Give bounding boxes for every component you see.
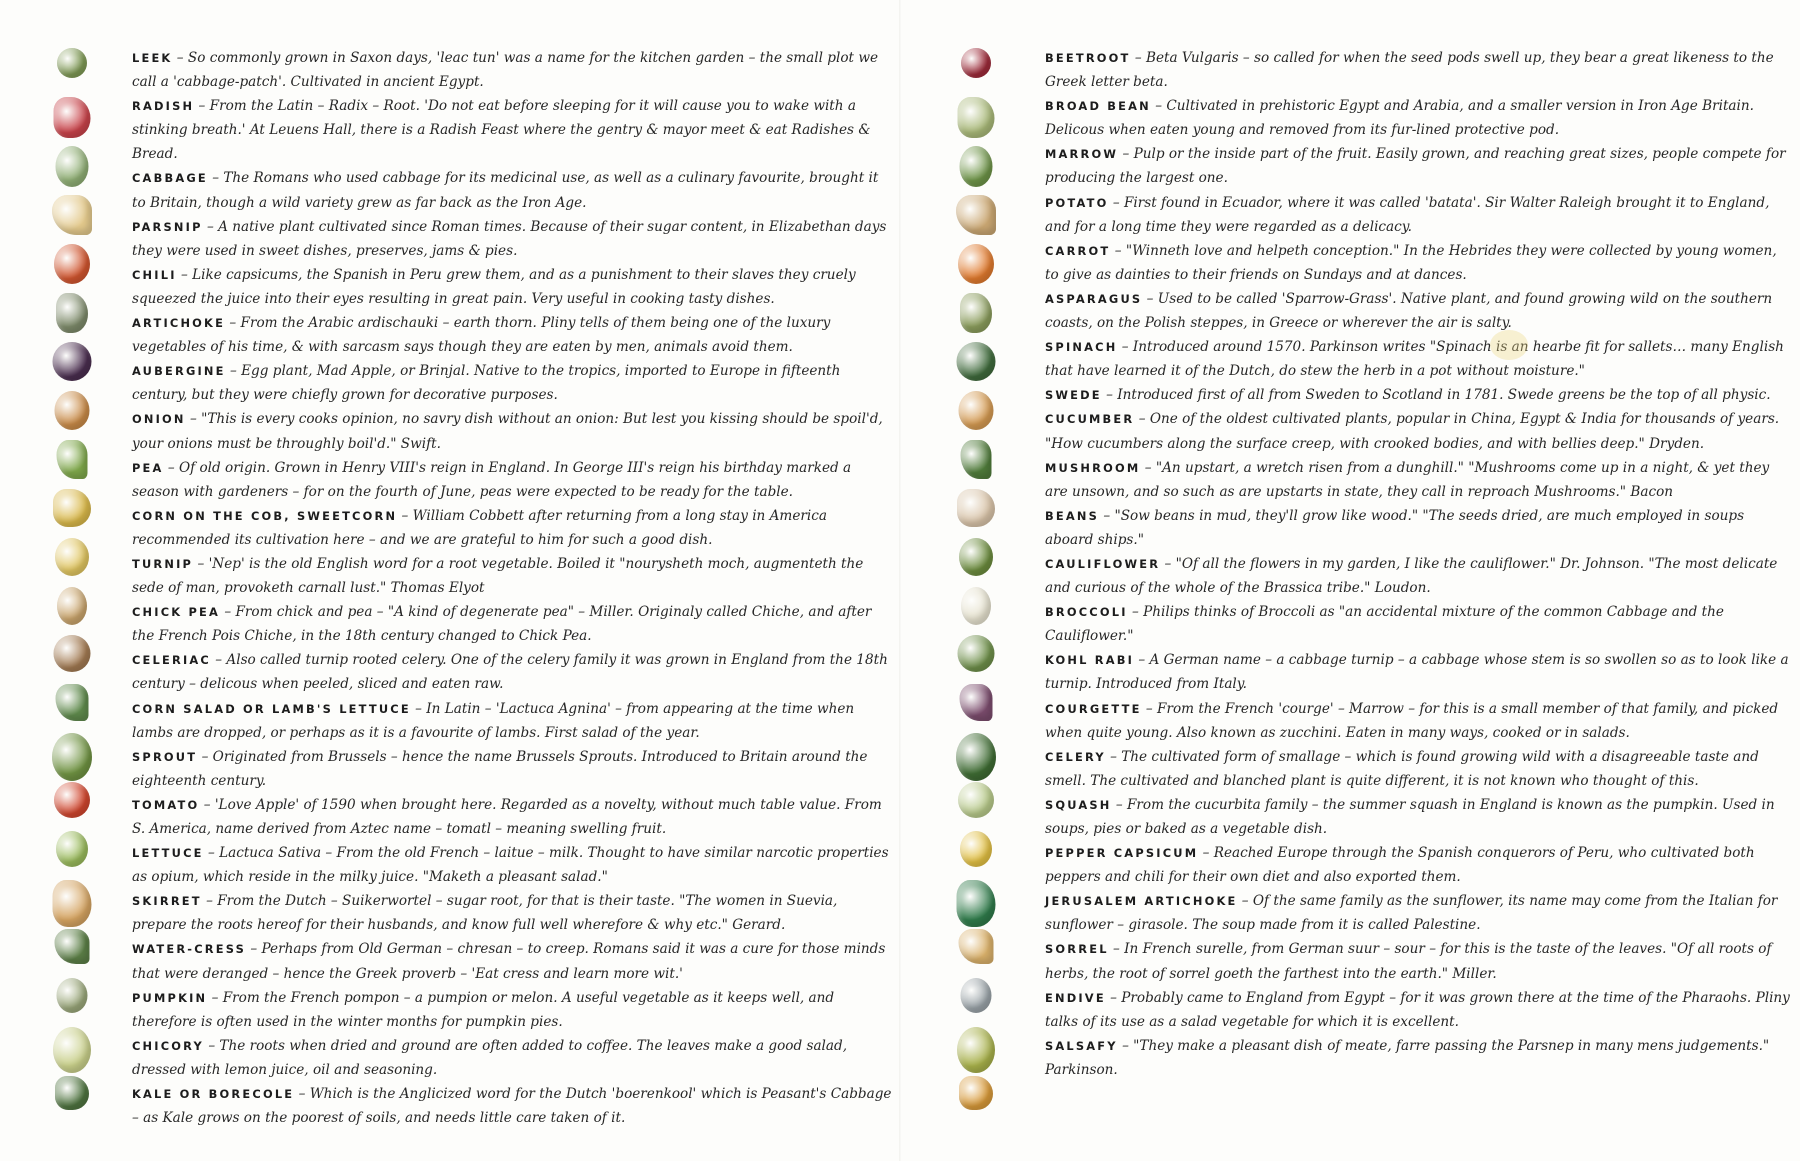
pea-icon: [57, 440, 88, 479]
vegetable-description: – From chick and pea – "A kind of degenerate pea" – Miller. Originaly called Chiche, and after the French Pois Chiche, in the 18th century changed to Chick Pea.: [132, 604, 872, 645]
vegetable-name: SQUASH: [1045, 797, 1112, 812]
vegetable-name: SKIRRET: [132, 894, 202, 909]
vegetable-description: – Used to be called 'Sparrow-Grass'. Native plant, and found growing wild on the southern coasts, on the Polish steppes, in Greece or wherever the air is salty.: [1045, 290, 1773, 332]
vegetable-description: – Beta Vulgaris – so called for when the seed pods swell up, they bear a great likeness to the Greek letter beta.: [1045, 50, 1774, 91]
marrow-icon: [960, 146, 993, 187]
vegetable-name: MARROW: [1045, 147, 1119, 162]
parsnip-icon: [52, 195, 92, 235]
chick-pea-icon: [57, 587, 87, 625]
kohl-rabi-icon: [960, 684, 993, 721]
vegetable-entry: [1045, 239, 1792, 287]
vegetable-name: RADISH: [132, 99, 195, 114]
vegetable-name: MUSHROOM: [1045, 460, 1141, 475]
right-illustration-column: [946, 44, 1006, 1121]
vegetable-name: CHICK PEA: [132, 605, 221, 620]
vegetable-name: ENDIVE: [1045, 990, 1106, 1005]
mushroom-icon: [957, 489, 995, 527]
vegetable-description: – Probably came to England from Egypt – for it was grown there at the time of the Pharaohs. Pliny talks of its use as a salad vegetable for which it is excellent.: [1045, 989, 1790, 1030]
vegetable-entry: [1045, 648, 1792, 696]
vegetable-description: – William Cobbett after returning from a long stay in America recommended its cultivation here – and we are grateful to him for such a good dish.: [132, 507, 827, 548]
vegetable-entry: [132, 46, 892, 94]
vegetable-entry: [1045, 1034, 1792, 1082]
vegetable-description: – From the Arabic ardischauki – earth thorn. Pliny tells of them being one of the luxury vegetables of his time, & with sarcasm says though they are eaten by men, animals avoid them.: [132, 315, 831, 356]
vegetable-name: LEEK: [132, 51, 173, 65]
vegetable-name: PEA: [132, 460, 164, 475]
vegetable-name: CELERIAC: [132, 653, 211, 668]
vegetable-name: KALE OR BORECOLE: [132, 1087, 295, 1102]
water-cress-icon: [55, 929, 90, 964]
vegetable-description: – From the cucurbita family – the summer squash in England is known as the pumpkin. Used in soups, pies or baked as a vegetable dish.: [1045, 796, 1775, 837]
vegetable-name: SPINACH: [1045, 340, 1118, 355]
spinach-icon: [957, 342, 996, 381]
vegetable-entry: [132, 359, 892, 407]
vegetable-description: – Originated from Brussels – hence the name Brussels Sprouts. Introduced to Britain around the eighteenth century.: [132, 748, 868, 789]
swede-icon: [959, 391, 994, 430]
vegetable-entry: [132, 1034, 892, 1082]
vegetable-description: – A German name – a cabbage turnip – a cabbage whose stem is so swollen so as to look like a turnip. Introduced from Italy.: [1045, 652, 1789, 693]
vegetable-description: – Of the same family as the sunflower, its name may come from the Italian for sunflower – girasole. The soup made from it is called Palestine.: [1045, 893, 1778, 934]
vegetable-description: – Lactuca Sativa – From the old French – laitue – milk. Thought to have similar narcotic properties as opium, which reside in the milky juice. "Maketh a pleasant salad.": [132, 845, 889, 886]
beans-icon: [959, 538, 993, 576]
sprout-icon: [52, 733, 92, 781]
vegetable-description: – Philips thinks of Broccoli as "an accidental mixture of the common Cabbage and the Cauliflower.": [1045, 604, 1724, 645]
vegetable-name: AUBERGINE: [132, 364, 226, 379]
vegetable-description: – Cultivated in prehistoric Egypt and Arabia, and a smaller version in Iron Age Britain. Delicous when eaten young and removed from its fur-lined protective pod.: [1045, 98, 1754, 139]
vegetable-description: – 'Nep' is the old English word for a root vegetable. Boiled it "nourysheth moch, augmenteth the sede of man, provoketh carnall lust." Thomas Elyot: [132, 555, 864, 597]
vegetable-entry: [132, 504, 892, 552]
vegetable-entry: [1045, 407, 1792, 455]
vegetable-name: PARSNIP: [132, 219, 203, 234]
vegetable-description: – In Latin – 'Lactuca Agnina' – from appearing at the time when lambs are dropped, or perhaps as it is a favourite of lambs. First salad of the year.: [132, 700, 855, 741]
vegetable-description: – Of old origin. Grown in Henry VIII's reign in England. In George III's reign his birthday marked a season with gardeners – for on the fourth of June, peas were expected to be ready for the table.: [132, 459, 852, 500]
vegetable-entry: [1045, 287, 1792, 335]
vegetable-description: – Also called turnip rooted celery. One of the celery family it was grown in England from the 18th century – delicous when peeled, sliced and eaten raw.: [132, 652, 888, 693]
vegetable-description: – So commonly grown in Saxon days, 'leac tun' was a name for the kitchen garden – the small plot we call a 'cabbage-patch'. Cultivated in ancient Egypt.: [132, 50, 878, 91]
vegetable-description: – A native plant cultivated since Roman times. Because of their sugar content, in Elizabethan days they were used in sweet dishes, preserves, jams & pies.: [132, 218, 887, 259]
corn-salad-icon: [56, 684, 89, 721]
vegetable-entry: [132, 986, 892, 1034]
vegetable-description: – Egg plant, Mad Apple, or Brinjal. Native to the tropics, imported to Europe in fifteenth century, but they were chiefly grown for decorative purposes.: [132, 363, 841, 404]
vegetable-entry: [1045, 142, 1792, 190]
vegetable-name: JERUSALEM ARTICHOKE: [1045, 894, 1238, 909]
celeriac-icon: [54, 635, 91, 672]
vegetable-name: POTATO: [1045, 195, 1109, 210]
sorrel-icon: [961, 978, 992, 1013]
vegetable-entry: [132, 745, 892, 793]
vegetable-description: – The Romans who used cabbage for its medicinal use, as well as a culinary favourite, brought it to Britain, though a wild variety grew as far back as the Iron Age.: [132, 170, 879, 211]
vegetable-entry: [1045, 191, 1792, 239]
pepper-icon: [957, 880, 996, 927]
vegetable-description: – "Of all the flowers in my garden, I like the cauliflower." Dr. Johnson. "The most delicate and curious of the whole of the Brassica tribe." Loudon.: [1045, 555, 1778, 597]
broad-bean-icon: [958, 97, 995, 138]
paper-stain: [1490, 330, 1528, 360]
vegetable-entry: [132, 407, 892, 455]
right-page: [900, 0, 1800, 1161]
vegetable-entry: [132, 697, 892, 745]
vegetable-name: CORN ON THE COB, SWEETCORN: [132, 508, 398, 523]
vegetable-name: SWEDE: [1045, 388, 1102, 403]
vegetable-name: ONION: [132, 412, 186, 427]
vegetable-entry: [132, 648, 892, 696]
vegetable-name: CELERY: [1045, 749, 1106, 764]
vegetable-entry: [132, 166, 892, 214]
vegetable-name: CABBAGE: [132, 171, 208, 186]
vegetable-description: – 'Love Apple' of 1590 when brought here. Regarded as a novelty, without much table value. From S. America, name derived from Aztec name – tomatl – meaning swelling fruit.: [132, 796, 882, 837]
vegetable-entry: [1045, 552, 1792, 600]
vegetable-entry: [132, 215, 892, 263]
aubergine-icon: [53, 342, 92, 381]
vegetable-entry: [132, 793, 892, 841]
vegetable-entry: [132, 889, 892, 937]
vegetable-description: – Pulp or the inside part of the fruit. Easily grown, and reaching great sizes, people compete for producing the largest one.: [1045, 146, 1786, 187]
vegetable-entry: [1045, 383, 1792, 407]
vegetable-entry: [132, 552, 892, 600]
courgette-icon: [956, 733, 996, 781]
vegetable-name: TOMATO: [132, 797, 200, 812]
radish-icon: [54, 97, 91, 138]
cauliflower-icon: [961, 587, 991, 625]
vegetable-description: – Reached Europe through the Spanish conquerors of Peru, who cultivated both peppers and chili for their own diet and also exported them.: [1045, 845, 1755, 886]
vegetable-entry: [1045, 600, 1792, 648]
vegetable-name: PEPPER CAPSICUM: [1045, 846, 1199, 861]
vegetable-entry: [1045, 986, 1792, 1034]
onion-icon: [55, 391, 90, 430]
vegetable-entry: [1045, 46, 1792, 94]
vegetable-description: – From the Latin – Radix – Root. 'Do not eat before sleeping for it will cause you to wake with a stinking breath.' At Leuens Hall, there is a Radish Feast where the gentry & mayor meet & eat Radishes & Bread.: [132, 98, 871, 163]
vegetable-description: – Introduced around 1570. Parkinson writes "Spinach is an hearbe fit for sallets… many English that have learned it of the Dutch, do stew the herb in a pot without moisture.": [1045, 339, 1784, 380]
vegetable-name: SORREL: [1045, 942, 1109, 957]
cabbage-icon: [56, 146, 89, 187]
vegetable-entry: [1045, 745, 1792, 793]
vegetable-entry: [132, 456, 892, 504]
vegetable-description: – "They make a pleasant dish of meate, farre passing the Parsnep in many mens judgements." Parkinson.: [1045, 1037, 1770, 1078]
vegetable-description: – First found in Ecuador, where it was called 'batata'. Sir Walter Raleigh brought it to England, and for a long time they were regarded as a delicacy.: [1045, 194, 1770, 235]
vegetable-name: BROCCOLI: [1045, 605, 1128, 620]
jerusalem-artichoke-icon: [959, 929, 994, 964]
artichoke-icon: [56, 293, 88, 333]
vegetable-name: TURNIP: [132, 556, 194, 571]
vegetable-description: – From the French pompon – a pumpion or melon. A useful vegetable as it keeps well, and therefore is often used in the winter months for pumpkin pies.: [132, 989, 835, 1030]
tomato-icon: [54, 782, 90, 818]
vegetable-entry: [132, 94, 892, 166]
vegetable-description: – In French surelle, from German suur – sour – for this is the taste of the leaves. "Of all roots of herbs, the root of sorrel goeth the farthest into the earth." Miller.: [1045, 941, 1772, 982]
vegetable-description: – Which is the Anglicized word for the Dutch 'boerenkool' which is Peasant's Cabbage – as Kale grows on the poorest of soils, and needs little care taken of it.: [132, 1086, 892, 1127]
vegetable-description: – Like capsicums, the Spanish in Peru grew them, and as a punishment to their slaves they cruely squeezed the juice into their eyes resulting in great pain. Very useful in cooking tasty dishes.: [132, 266, 856, 307]
squash-icon: [960, 831, 992, 867]
broccoli-icon: [958, 635, 995, 672]
left-illustration-column: [42, 44, 102, 1121]
vegetable-entry: [132, 1082, 892, 1130]
vegetable-name: BEANS: [1045, 508, 1100, 523]
vegetable-description: – "This is every cooks opinion, no savry dish without an onion: But lest you kissing should be spoil'd, your onions must be throughly boil'd." Swift.: [132, 411, 883, 452]
vegetable-entry: [132, 937, 892, 985]
chicory-icon: [53, 1027, 91, 1073]
vegetable-name: CARROT: [1045, 243, 1111, 258]
vegetable-entry: [132, 841, 892, 889]
vegetable-name: LETTUCE: [132, 846, 204, 861]
vegetable-description: – "Winneth love and helpeth conception." In the Hebrides they were collected by young women, to give as dainties to their friends on Sundays and at dances.: [1045, 242, 1777, 283]
vegetable-name: KOHL RABI: [1045, 653, 1135, 668]
potato-icon: [956, 195, 996, 235]
vegetable-name: ASPARAGUS: [1045, 291, 1143, 306]
vegetable-name: CAULIFLOWER: [1045, 556, 1161, 571]
vegetable-entry: [132, 263, 892, 311]
beetroot-icon: [961, 48, 991, 78]
endive-icon: [957, 1027, 995, 1073]
vegetable-entry: [1045, 335, 1792, 383]
vegetable-name: BEETROOT: [1045, 51, 1131, 65]
celery-icon: [958, 782, 994, 818]
vegetable-entry: [132, 311, 892, 359]
vegetable-entry: [1045, 793, 1792, 841]
vegetable-entry: [1045, 841, 1792, 889]
left-entry-list: [132, 46, 892, 1130]
vegetable-entry: [1045, 504, 1792, 552]
corn-icon: [53, 489, 91, 527]
chili-icon: [54, 244, 90, 284]
vegetable-entry: [1045, 456, 1792, 504]
vegetable-description: – The roots when dried and ground are often added to coffee. The leaves make a good salad, dressed with lemon juice, oil and seasoning.: [132, 1037, 848, 1078]
vegetable-description: – One of the oldest cultivated plants, popular in China, Egypt & India for thousands of years. "How cucumbers along the surface creep, with crooked bodies, and with bellies deep." Dryden.: [1045, 411, 1780, 452]
right-entry-list: [1045, 46, 1792, 1082]
vegetable-name: PUMPKIN: [132, 990, 208, 1005]
cucumber-icon: [961, 440, 992, 479]
kale-icon: [55, 1076, 89, 1110]
vegetable-entry: [1045, 697, 1792, 745]
vegetable-description: – The cultivated form of smallage – which is found growing wild with a disagreeable taste and smell. The cultivated and blanched plant is quite different, it is not known who thought of this.: [1045, 748, 1759, 789]
pumpkin-icon: [57, 978, 88, 1013]
vegetable-description: – "Sow beans in mud, they'll grow like wood." "The seeds dried, are much employed in soups aboard ships.": [1045, 507, 1745, 548]
skirret-icon: [53, 880, 92, 927]
salsafy-icon: [959, 1076, 993, 1110]
lettuce-icon: [56, 831, 88, 867]
vegetable-entry: [1045, 94, 1792, 142]
vegetable-name: CHILI: [132, 267, 177, 282]
carrot-icon: [958, 244, 994, 284]
vegetable-description: – Perhaps from Old German – chresan – to creep. Romans said it was a cure for those minds that were deranged – hence the Greek proverb – 'Eat cress and learn more wit.': [132, 941, 886, 982]
vegetable-description: – From the French 'courge' – Marrow – for this is a small member of that family, and picked when quite young. Also known as zucchini. Eaten in many ways, cooked or in salads.: [1045, 700, 1779, 741]
turnip-icon: [55, 538, 89, 576]
vegetable-description: – Introduced first of all from Sweden to Scotland in 1781. Swede greens be the top of all physic.: [1106, 387, 1771, 404]
vegetable-name: WATER-CRESS: [132, 942, 247, 957]
leek-icon: [57, 48, 87, 78]
vegetable-name: SALSAFY: [1045, 1038, 1118, 1053]
vegetable-name: SPROUT: [132, 749, 198, 764]
vegetable-entry: [1045, 889, 1792, 937]
asparagus-icon: [960, 293, 992, 333]
vegetable-name: CORN SALAD OR LAMB'S LETTUCE: [132, 701, 411, 716]
vegetable-description: – "An upstart, a wretch risen from a dunghill." "Mushrooms come up in a night, & yet they are unsown, and so such as are upstarts in state, they call in reproach Mushrooms." Bacon: [1045, 459, 1770, 500]
vegetable-name: CHICORY: [132, 1038, 204, 1053]
vegetable-name: COURGETTE: [1045, 701, 1142, 716]
vegetable-name: BROAD BEAN: [1045, 99, 1151, 114]
vegetable-entry: [132, 600, 892, 648]
vegetable-entry: [1045, 937, 1792, 985]
vegetable-name: CUCUMBER: [1045, 412, 1135, 427]
vegetable-name: ARTICHOKE: [132, 316, 226, 331]
vegetable-description: – From the Dutch – Suikerwortel – sugar root, for that is their taste. "The women in Suevia, prepare the roots hereof for their husbands, and know full well wherefore & why etc." Gerard.: [132, 893, 838, 934]
